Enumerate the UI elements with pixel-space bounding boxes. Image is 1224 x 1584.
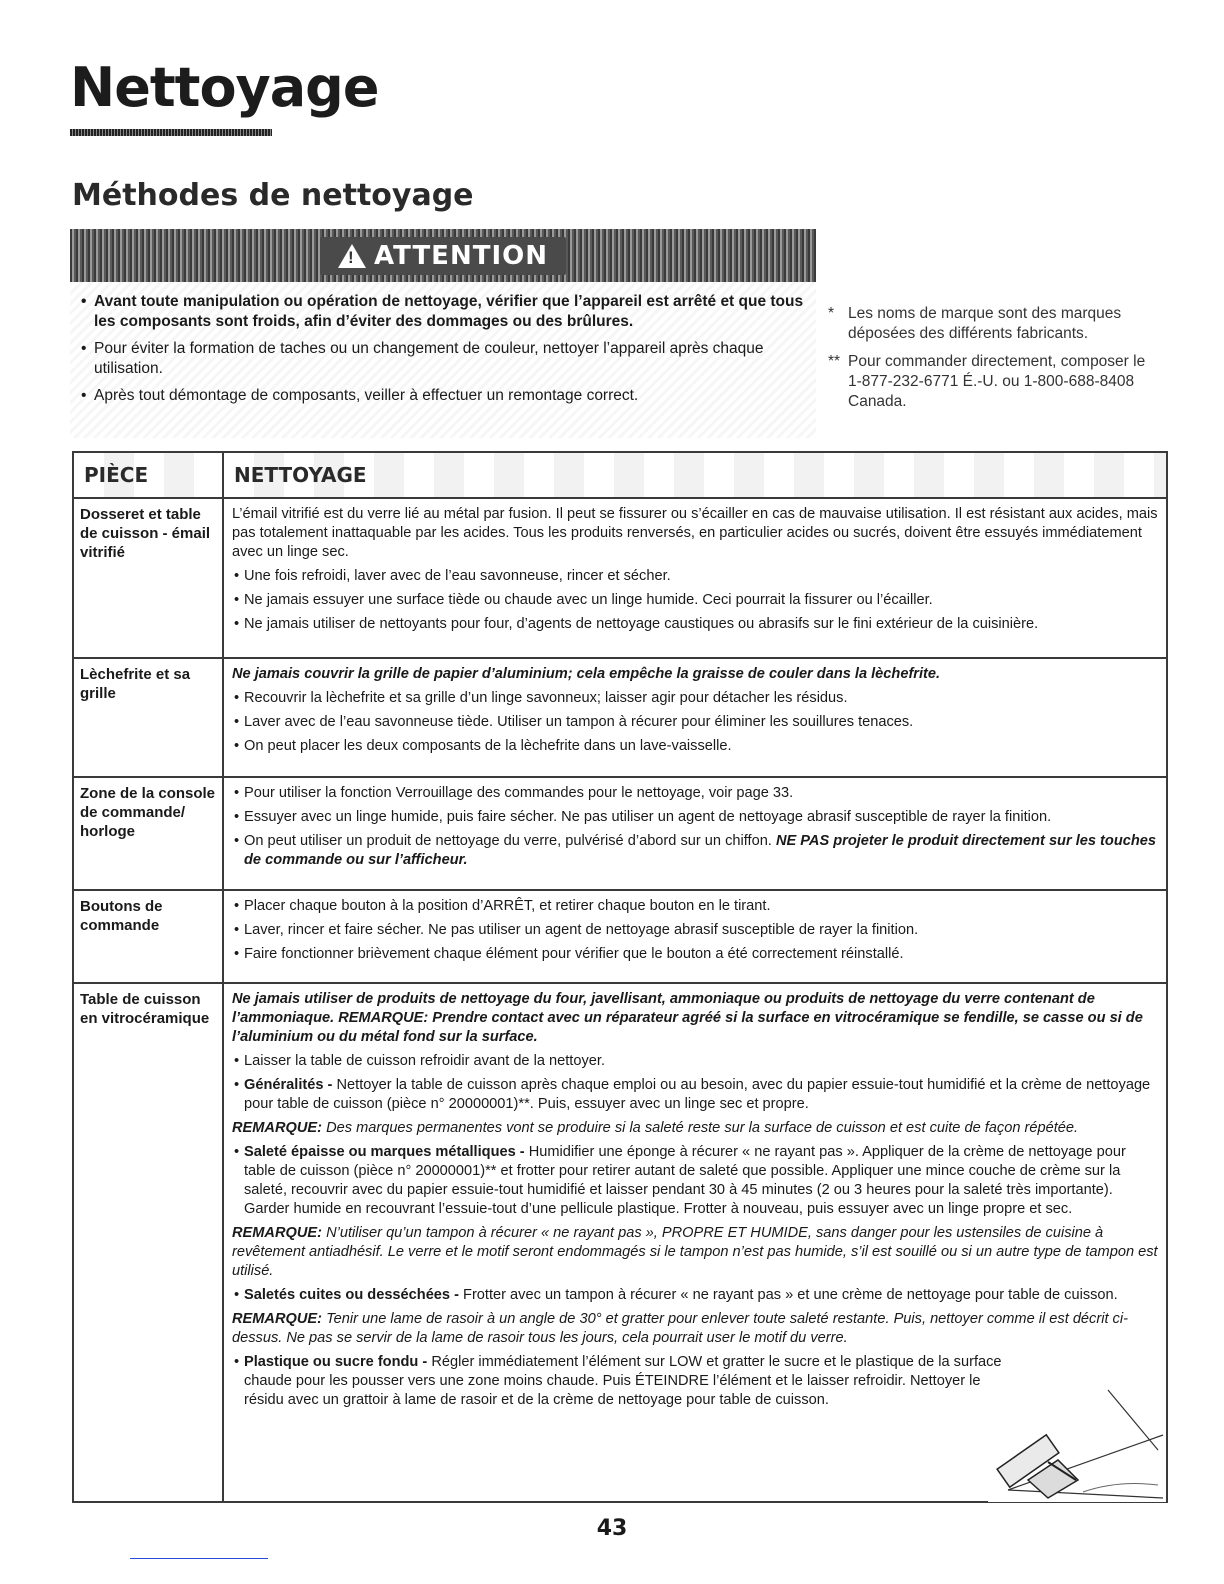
table-header-row: [73, 452, 1167, 498]
attention-banner: [70, 229, 816, 282]
title-underline: [70, 129, 272, 136]
bullet: • Placer chaque bouton à la position d’ARRÊT, et retirer chaque bouton en le tirant.: [232, 897, 1160, 916]
bullet-lead: Saleté épaisse ou marques métalliques -: [244, 1144, 525, 1160]
part-name: Zone de la console de commande/ horloge: [73, 777, 223, 890]
bullet: • Une fois refroidi, laver avec de l’eau savonneuse, rincer et sécher.: [232, 567, 1160, 586]
footnote-mark: *: [828, 305, 835, 322]
footnote-text: Les noms de marque sont des marques déposées des différents fabricants.: [848, 305, 1122, 342]
bullet: • Ne jamais essuyer une surface tiède ou chaude avec un linge humide. Ceci pourrait la fissurer ou l’écailler.: [232, 591, 1160, 610]
bullet-lead: Plastique ou sucre fondu -: [244, 1354, 428, 1370]
bullet-lead: Saletés cuites ou desséchées -: [244, 1287, 459, 1303]
part-name: Table de cuisson en vitrocéramique: [73, 983, 223, 1502]
attention-label-box: [320, 237, 566, 275]
header-part: PIÈCE: [73, 452, 223, 498]
bullet: • Recouvrir la lèchefrite et sa grille d’un linge savonneux; laisser agir pour détacher les résidus.: [232, 689, 1160, 708]
bullet: [232, 832, 1160, 870]
bullet: • Laisser la table de cuisson refroidir avant de la nettoyer.: [232, 1052, 1160, 1071]
footnotes: [828, 304, 1158, 420]
remark-text: Tenir une lame de rasoir à un angle de 30° et gratter pour enlever toute saleté restante. Puis, nettoyer comme il est décrit ci-dessus. Ne pas se servir de la lame de rasoir tous les jours, cela pourrait user le motif du verre.: [232, 1311, 1128, 1346]
remark-text: Des marques permanentes vont se produire si la saleté reste sur la surface de cuisson et est cuite de façon répétée.: [326, 1120, 1079, 1136]
bullet: • Pour utiliser la fonction Verrouillage des commandes pour le nettoyage, voir page 33.: [232, 784, 1160, 803]
bullet: • Laver, rincer et faire sécher. Ne pas utiliser un agent de nettoyage abrasif susceptible de rayer la finition.: [232, 921, 1160, 940]
part-name: Lèchefrite et sa grille: [73, 658, 223, 777]
remark-label: REMARQUE:: [232, 1225, 322, 1241]
bullet: • On peut placer les deux composants de la lèchefrite dans un lave-vaisselle.: [232, 737, 1160, 756]
bullet-text: Régler immédiatement l’élément sur LOW et gratter le sucre et le plastique de la surface chaude pour les pousser vers une zone moins chaude. Puis ÉTEINDRE l’élément et le laisser refroidir. Nettoyer le résidu avec un grattoir à lame de rasoir et de la crème de nettoyage pour table de cuisson.: [244, 1354, 1002, 1408]
page-number: 43: [596, 1516, 628, 1541]
cleaning-cell: [223, 777, 1167, 890]
part-name: Dosseret et table de cuisson - émail vitrifié: [73, 498, 223, 658]
bullet: [232, 1076, 1160, 1114]
bullet: • Laver avec de l’eau savonneuse tiède. Utiliser un tampon à récurer pour éliminer les souillures tenaces.: [232, 713, 1160, 732]
warning-text: Ne jamais utiliser de produits de nettoyage du four, javellisant, ammoniaque ou produits de nettoyage du verre contenant de l’ammoniaque. REMARQUE: Prendre contact avec un réparateur agréé si la surface en vitrocéramique se fendille, se casse ou si de l’aluminium ou du métal fond sur la surface.: [232, 991, 1143, 1045]
footnote-text: Pour commander directement, composer le 1-877-232-6771 É.-U. ou 1-800-688-8408 Canada.: [848, 353, 1146, 410]
attention-item: • Pour éviter la formation de taches ou un changement de couleur, nettoyer l’appareil après chaque utilisation.: [78, 339, 806, 379]
remark-label: REMARQUE:: [232, 1311, 322, 1327]
cleaning-cell: [223, 498, 1167, 658]
bullet: [232, 1143, 1160, 1219]
bullet-text: Nettoyer la table de cuisson après chaque emploi ou au besoin, avec du papier essuie-tout humidifié et la crème de nettoyage pour table de cuisson (pièce n° 20000001)**. Puis, essuyer avec un linge sec et propre.: [244, 1077, 1151, 1112]
attention-item: • Après tout démontage de composants, veiller à effectuer un remontage correct.: [78, 386, 806, 406]
page-title: Nettoyage: [70, 56, 379, 119]
bullet: [232, 1286, 1160, 1305]
remark: [232, 1119, 1160, 1138]
footnote-mark: **: [828, 353, 841, 370]
footer-rule: [130, 1558, 268, 1559]
footnote: [828, 352, 1158, 412]
razor-scraper-illustration: [988, 1380, 1166, 1502]
cleaning-cell: [223, 890, 1167, 983]
table-row: [73, 890, 1167, 983]
section-title: Méthodes de nettoyage: [72, 178, 474, 213]
bullet-text: Frotter avec un tampon à récurer « ne rayant pas » et une crème de nettoyage pour table de cuisson.: [463, 1287, 1118, 1303]
cleaning-cell: [223, 658, 1167, 777]
header-cleaning: NETTOYAGE: [223, 452, 1167, 498]
attention-label: ATTENTION: [374, 240, 548, 271]
bullet: • Faire fonctionner brièvement chaque élément pour vérifier que le bouton a été correctement réinstallé.: [232, 945, 1160, 964]
cleaning-table: [72, 451, 1168, 1503]
attention-item: • Avant toute manipulation ou opération de nettoyage, vérifier que l’appareil est arrêté et que tous les composants sont froids, afin d’éviter des dommages ou des brûlures.: [78, 292, 806, 332]
bullet-text: On peut utiliser un produit de nettoyage du verre, pulvérisé d’abord sur un chiffon.: [244, 832, 772, 849]
warning-text: Ne jamais couvrir la grille de papier d’aluminium; cela empêche la graisse de couler dans la lèchefrite.: [232, 665, 941, 682]
part-name: Boutons de commande: [73, 890, 223, 983]
table-row: [73, 777, 1167, 890]
table-row: [73, 658, 1167, 777]
bullet: • Ne jamais utiliser de nettoyants pour four, d’agents de nettoyage caustiques ou abrasifs sur le fini extérieur de la cuisinière.: [232, 615, 1160, 634]
bullet-lead: Généralités -: [244, 1077, 333, 1093]
warning-triangle-icon: [338, 244, 366, 268]
attention-box: [70, 282, 816, 438]
remark-label: REMARQUE:: [232, 1120, 322, 1136]
remark: [232, 1310, 1160, 1348]
remark-text: N’utiliser qu’un tampon à récurer « ne rayant pas », PROPRE ET HUMIDE, sans danger pour les ustensiles de cuisine à revêtement antiadhésif. Le verre et le motif seront endommagés si le tampon n’est pas humide, s’il est souillé ou si un autre type de tampon est utilisé.: [232, 1225, 1158, 1279]
table-row: [73, 498, 1167, 658]
footnote: [828, 304, 1158, 344]
bullet: • Essuyer avec un linge humide, puis faire sécher. Ne pas utiliser un agent de nettoyage abrasif susceptible de rayer la finition.: [232, 808, 1160, 827]
bullet-text: Humidifier une éponge à récurer « ne rayant pas ». Appliquer de la crème de nettoyage pour table de cuisson (pièce n° 20000001)** et frotter pour retirer autant de saleté que possible. Appliquer une mince couche de crème sur la saleté, recouvrir avec du papier essuie-tout humidifié et laisser pendant 30 à 45 minutes (2 ou 3 heures pour la saleté très importante). Garder humide en recouvrant l’essuie-tout d’une pellicule plastique. Frotter à nouveau, puis essuyer avec un linge propre et sec.: [244, 1144, 1126, 1217]
bullet-emphasis: NE PAS projeter le produit directement sur les touches de commande ou sur l’afficheur.: [244, 832, 1157, 868]
row-intro: L’émail vitrifié est du verre lié au métal par fusion. Il peut se fissurer ou s’écailler en cas de mauvaise utilisation. Il est résistant aux acides, mais pas totalement inattaquable par les acides. Tous les produits renversés, en particulier acides ou sucrés, doivent être essuyés immédiatement avec un linge sec.: [232, 506, 1158, 560]
remark: [232, 1224, 1160, 1281]
